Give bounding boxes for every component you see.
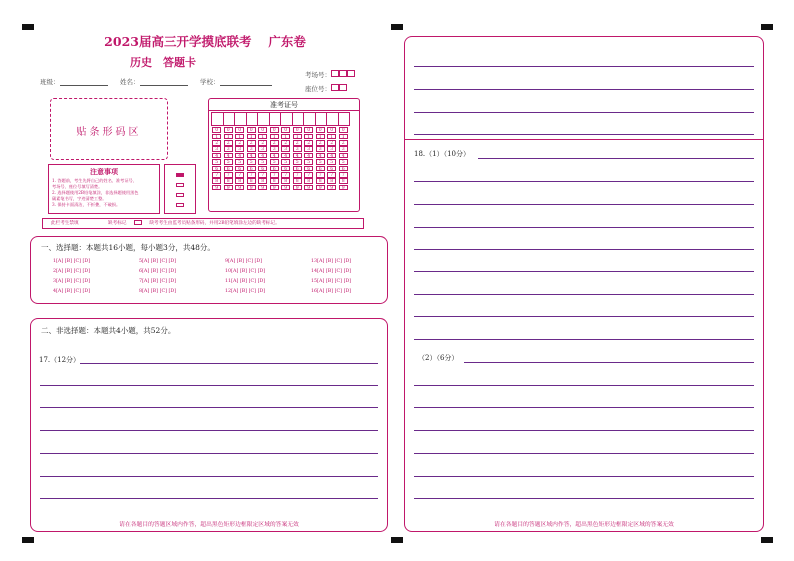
digit-bubble[interactable]: 8 (293, 178, 302, 184)
digit-bubble[interactable]: 1 (247, 134, 256, 140)
answer-line[interactable] (414, 430, 754, 431)
choice-options[interactable]: [A] [B] [C] [D] (317, 279, 352, 284)
absent-row (42, 218, 364, 229)
answer-line[interactable] (414, 89, 754, 90)
digit-bubble[interactable]: 7 (212, 172, 221, 178)
digit-bubble[interactable]: 8 (270, 178, 279, 184)
choice-number: 8 (139, 289, 143, 294)
digit-bubble[interactable]: 7 (304, 172, 313, 178)
written-answer-section-left (30, 318, 388, 532)
digit-bubble[interactable]: 2 (224, 140, 233, 146)
choice-grid (53, 259, 383, 303)
digit-bubble[interactable]: 8 (247, 178, 256, 184)
answer-line[interactable] (414, 476, 754, 477)
digit-bubble[interactable]: 9 (316, 185, 325, 191)
digit-bubble[interactable]: 8 (327, 178, 336, 184)
choice-number: 15 (311, 279, 318, 284)
choice-number: 9 (225, 259, 229, 264)
choice-number: 12 (225, 289, 232, 294)
digit-bubble[interactable]: 3 (304, 146, 313, 152)
digit-bubble[interactable]: 5 (212, 159, 221, 165)
digit-bubble[interactable]: 9 (293, 185, 302, 191)
choice-options[interactable]: [A] [B] [C] [D] (56, 289, 91, 294)
digit-bubble[interactable]: 4 (270, 153, 279, 159)
digit-bubble[interactable]: 8 (224, 178, 233, 184)
answer-line[interactable] (80, 363, 378, 364)
digit-bubble[interactable]: 8 (235, 178, 244, 184)
notice-line: 碳素笔书写，字迹清楚工整。 (52, 196, 107, 201)
choice-number: 6 (139, 269, 143, 274)
choice-item[interactable] (139, 279, 176, 284)
choice-item[interactable] (139, 289, 176, 294)
digit-bubble[interactable]: 5 (281, 159, 290, 165)
choice-options[interactable]: [A] [B] [C] [D] (231, 269, 266, 274)
digit-bubble[interactable]: 6 (270, 166, 279, 172)
digit-bubble[interactable]: 7 (258, 172, 267, 178)
choice-item[interactable] (53, 279, 90, 284)
digit-bubble[interactable]: 1 (293, 134, 302, 140)
digit-bubble[interactable]: 6 (339, 166, 348, 172)
choice-options[interactable]: [A] [B] [C] [D] (56, 269, 91, 274)
answer-line[interactable] (414, 227, 754, 228)
digit-bubble[interactable]: 9 (247, 185, 256, 191)
choice-options[interactable]: [A] [B] [C] [D] (56, 279, 91, 284)
digit-bubble[interactable]: 2 (247, 140, 256, 146)
choice-number: 11 (225, 279, 232, 284)
digit-bubble[interactable]: 4 (304, 153, 313, 159)
answer-line[interactable] (414, 339, 754, 340)
digit-bubble[interactable]: 6 (224, 166, 233, 172)
question-divider (404, 139, 764, 140)
digit-bubble[interactable]: 2 (212, 140, 221, 146)
digit-bubble[interactable]: 6 (327, 166, 336, 172)
digit-bubble[interactable]: 3 (247, 146, 256, 152)
digit-bubble[interactable]: 9 (281, 185, 290, 191)
digit-bubble[interactable]: 8 (339, 178, 348, 184)
digit-bubble[interactable]: 7 (293, 172, 302, 178)
digit-bubble[interactable]: 5 (339, 159, 348, 165)
name-label: 姓名： (120, 78, 140, 86)
digit-bubble[interactable]: 6 (235, 166, 244, 172)
section2-heading: 二、非选择题：本题共4小题，共52分。 (41, 326, 176, 335)
digit-bubble[interactable]: 4 (316, 153, 325, 159)
answer-line[interactable] (414, 249, 754, 250)
digit-bubble[interactable]: 1 (339, 134, 348, 140)
digit-bubble[interactable]: 1 (270, 134, 279, 140)
school-field[interactable] (200, 77, 272, 86)
answer-line[interactable] (414, 112, 754, 113)
choice-options[interactable]: [A] [B] [C] [D] (231, 289, 266, 294)
answer-line[interactable] (40, 430, 378, 431)
digit-bubble[interactable]: 7 (270, 172, 279, 178)
digit-bubble[interactable]: 3 (270, 146, 279, 152)
choice-options[interactable]: [A] [B] [C] [D] (142, 279, 177, 284)
digit-bubble[interactable]: 3 (327, 146, 336, 152)
answer-line[interactable] (414, 385, 754, 386)
digit-bubble[interactable]: 2 (316, 140, 325, 146)
answer-panel-right (404, 36, 764, 532)
digit-bubble[interactable]: 7 (339, 172, 348, 178)
digit-bubble[interactable]: 0 (258, 127, 267, 133)
digit-bubble[interactable]: 4 (293, 153, 302, 159)
registration-mark (761, 537, 773, 543)
digit-bubble[interactable]: 4 (281, 153, 290, 159)
choice-item[interactable] (53, 269, 90, 274)
digit-bubble[interactable]: 3 (258, 146, 267, 152)
choice-options[interactable]: [A] [B] [C] [D] (142, 259, 177, 264)
choice-item[interactable] (311, 269, 351, 274)
digit-bubble[interactable]: 0 (281, 127, 290, 133)
digit-bubble[interactable]: 4 (327, 153, 336, 159)
digit-bubble[interactable]: 7 (327, 172, 336, 178)
footer-note: 请在各题目的答题区域内作答，超出黑色矩形边框限定区域的答案无效 (119, 522, 299, 528)
answer-line[interactable] (414, 453, 754, 454)
name-field[interactable] (120, 77, 188, 86)
choice-options[interactable]: [A] [B] [C] [D] (142, 289, 177, 294)
choice-number: 10 (225, 269, 232, 274)
answer-line[interactable] (414, 181, 754, 182)
digit-bubble[interactable]: 9 (327, 185, 336, 191)
answer-line[interactable] (414, 134, 754, 135)
school-label: 学校： (200, 78, 220, 86)
digit-bubble[interactable]: 6 (281, 166, 290, 172)
digit-bubble[interactable]: 6 (212, 166, 221, 172)
digit-bubble[interactable]: 7 (316, 172, 325, 178)
digit-bubble[interactable]: 5 (247, 159, 256, 165)
notice-line: 3. 保持卡面清洁，不折叠，不破损。 (52, 202, 121, 207)
digit-bubble[interactable]: 8 (304, 178, 313, 184)
digit-bubble[interactable]: 5 (316, 159, 325, 165)
digit-bubble[interactable]: 0 (339, 127, 348, 133)
choice-item[interactable] (311, 289, 351, 294)
choice-item[interactable] (225, 269, 265, 274)
digit-bubble[interactable]: 0 (235, 127, 244, 133)
answer-line[interactable] (414, 498, 754, 499)
choice-number: 1 (53, 259, 57, 264)
fill-example-box (164, 164, 196, 214)
digit-bubble[interactable]: 9 (270, 185, 279, 191)
digit-bubble[interactable]: 7 (235, 172, 244, 178)
digit-bubble[interactable]: 4 (247, 153, 256, 159)
choice-number: 3 (53, 279, 57, 284)
digit-bubble[interactable]: 0 (224, 127, 233, 133)
answer-line[interactable] (414, 204, 754, 205)
absent-mark-checkbox[interactable] (134, 220, 142, 225)
digit-bubble[interactable]: 4 (339, 153, 348, 159)
digit-bubble[interactable]: 6 (316, 166, 325, 172)
digit-bubble[interactable]: 9 (224, 185, 233, 191)
digit-bubble[interactable]: 4 (212, 153, 221, 159)
digit-bubble[interactable]: 5 (293, 159, 302, 165)
notice-box (48, 164, 160, 214)
registration-mark (761, 24, 773, 30)
choice-item[interactable] (225, 279, 265, 284)
digit-bubble[interactable]: 4 (258, 153, 267, 159)
choice-options[interactable]: [A] [B] [C] [D] (228, 259, 263, 264)
digit-bubble[interactable]: 8 (258, 178, 267, 184)
digit-bubble[interactable]: 7 (247, 172, 256, 178)
exam-room-field[interactable] (305, 70, 355, 79)
choice-item[interactable] (311, 259, 351, 264)
digit-bubble[interactable]: 3 (235, 146, 244, 152)
choice-item[interactable] (139, 259, 176, 264)
choice-item[interactable] (311, 279, 351, 284)
digit-bubble[interactable]: 5 (304, 159, 313, 165)
exam-room-label: 考场号： (305, 71, 331, 79)
digit-bubble[interactable]: 6 (304, 166, 313, 172)
registration-mark (22, 24, 34, 30)
digit-bubble[interactable]: 0 (327, 127, 336, 133)
registration-mark (391, 537, 403, 543)
registration-mark (391, 24, 403, 30)
answer-line[interactable] (414, 316, 754, 317)
choice-options[interactable]: [A] [B] [C] [D] (317, 289, 352, 294)
digit-bubble[interactable]: 0 (270, 127, 279, 133)
digit-bubble[interactable]: 0 (247, 127, 256, 133)
absent-mark-label: 缺考标记 (108, 221, 127, 226)
digit-bubble[interactable]: 1 (316, 134, 325, 140)
digit-bubble[interactable]: 9 (339, 185, 348, 191)
answer-line[interactable] (40, 476, 378, 477)
choice-number: 4 (53, 289, 57, 294)
digit-bubble[interactable]: 6 (293, 166, 302, 172)
class-field[interactable] (40, 77, 108, 86)
digit-bubble[interactable]: 1 (212, 134, 221, 140)
digit-bubble[interactable]: 0 (212, 127, 221, 133)
digit-bubble[interactable]: 7 (281, 172, 290, 178)
multiple-choice-section (30, 236, 388, 304)
digit-bubble[interactable]: 2 (339, 140, 348, 146)
seat-field[interactable] (305, 84, 347, 93)
choice-options[interactable]: [A] [B] [C] [D] (231, 279, 266, 284)
digit-bubble[interactable]: 9 (258, 185, 267, 191)
choice-item[interactable] (225, 289, 265, 294)
digit-bubble[interactable]: 2 (270, 140, 279, 146)
choice-number: 2 (53, 269, 57, 274)
exam-title: 2023届高三开学摸底联考 广东卷 (104, 34, 306, 49)
digit-bubble[interactable]: 6 (258, 166, 267, 172)
digit-bubble[interactable]: 1 (281, 134, 290, 140)
choice-item[interactable] (139, 269, 176, 274)
absent-text: 此栏考生禁填 (51, 221, 79, 226)
answer-line[interactable] (414, 271, 754, 272)
choice-number: 5 (139, 259, 143, 264)
barcode-area (50, 98, 168, 160)
digit-bubble[interactable]: 2 (258, 140, 267, 146)
digit-bubble[interactable]: 3 (316, 146, 325, 152)
digit-bubble[interactable]: 3 (293, 146, 302, 152)
notice-line: 1. 答题前，考生先将自己的姓名、准考证号、 (52, 178, 137, 183)
choice-number: 7 (139, 279, 143, 284)
answer-line[interactable] (464, 362, 754, 363)
digit-bubble[interactable]: 5 (258, 159, 267, 165)
digit-bubble[interactable]: 2 (304, 140, 313, 146)
question-17-label: 17.（12分） (39, 356, 81, 364)
digit-bubble[interactable]: 8 (212, 178, 221, 184)
digit-bubble[interactable]: 7 (224, 172, 233, 178)
digit-bubble[interactable]: 4 (235, 153, 244, 159)
seat-label: 座位号： (305, 85, 331, 93)
answer-line[interactable] (414, 66, 754, 67)
digit-bubble[interactable]: 4 (224, 153, 233, 159)
choice-number: 13 (311, 259, 318, 264)
choice-options[interactable]: [A] [B] [C] [D] (317, 259, 352, 264)
admission-label: 准考证号 (209, 99, 359, 111)
digit-bubble[interactable]: 1 (304, 134, 313, 140)
answer-line[interactable] (478, 158, 754, 159)
digit-bubble[interactable]: 3 (339, 146, 348, 152)
choice-item[interactable] (225, 259, 262, 264)
answer-line[interactable] (414, 294, 754, 295)
digit-bubble[interactable]: 6 (247, 166, 256, 172)
choice-options[interactable]: [A] [B] [C] [D] (317, 269, 352, 274)
digit-bubble[interactable]: 3 (224, 146, 233, 152)
admission-write-cells[interactable] (211, 112, 350, 126)
answer-line[interactable] (40, 385, 378, 386)
section1-heading: 一、选择题：本题共16小题，每小题3分，共48分。 (41, 243, 215, 252)
answer-line[interactable] (40, 453, 378, 454)
choice-number: 16 (311, 289, 318, 294)
digit-bubble[interactable]: 3 (281, 146, 290, 152)
digit-bubble[interactable]: 1 (224, 134, 233, 140)
admission-digit-grid[interactable] (211, 127, 349, 191)
digit-bubble[interactable]: 5 (235, 159, 244, 165)
barcode-label: 贴条形码区 (76, 127, 142, 138)
digit-bubble[interactable]: 5 (224, 159, 233, 165)
answer-line[interactable] (40, 498, 378, 499)
choice-options[interactable]: [A] [B] [C] [D] (56, 259, 91, 264)
digit-bubble[interactable]: 0 (293, 127, 302, 133)
exam-subtitle: 历史 答题卡 (130, 56, 196, 69)
digit-bubble[interactable]: 9 (212, 185, 221, 191)
digit-bubble[interactable]: 1 (235, 134, 244, 140)
answer-line[interactable] (414, 407, 754, 408)
digit-bubble[interactable]: 2 (235, 140, 244, 146)
digit-bubble[interactable]: 5 (270, 159, 279, 165)
registration-mark (22, 537, 34, 543)
digit-bubble[interactable]: 9 (304, 185, 313, 191)
digit-bubble[interactable]: 2 (327, 140, 336, 146)
digit-bubble[interactable]: 2 (281, 140, 290, 146)
choice-item[interactable] (53, 289, 90, 294)
choice-options[interactable]: [A] [B] [C] [D] (142, 269, 177, 274)
absent-note: 缺考考生由监考员贴条形码，并用2B铅笔填涂左边的缺考标记。 (149, 221, 280, 226)
digit-bubble[interactable]: 9 (235, 185, 244, 191)
digit-bubble[interactable]: 0 (316, 127, 325, 133)
digit-bubble[interactable]: 3 (212, 146, 221, 152)
choice-number: 14 (311, 269, 318, 274)
digit-bubble[interactable]: 5 (327, 159, 336, 165)
digit-bubble[interactable]: 0 (304, 127, 313, 133)
digit-bubble[interactable]: 2 (293, 140, 302, 146)
digit-bubble[interactable]: 1 (327, 134, 336, 140)
notice-line: 2. 选择题使用2B铅笔填涂，非选择题使用黑色 (52, 190, 139, 195)
class-label: 班级： (40, 78, 60, 86)
answer-line[interactable] (40, 407, 378, 408)
digit-bubble[interactable]: 8 (316, 178, 325, 184)
question-18-1-label: 18.（1）（10分） (414, 150, 470, 158)
choice-item[interactable] (53, 259, 90, 264)
notice-title: 注意事项 (90, 167, 118, 176)
digit-bubble[interactable]: 8 (281, 178, 290, 184)
notice-line: 考场号、座位号填写清楚。 (52, 184, 103, 189)
question-18-2-label: （2）（6分） (418, 354, 459, 362)
footer-note: 请在各题目的答题区域内作答，超出黑色矩形边框限定区域的答案无效 (494, 522, 674, 528)
admission-number-box (208, 98, 360, 212)
digit-bubble[interactable]: 1 (258, 134, 267, 140)
